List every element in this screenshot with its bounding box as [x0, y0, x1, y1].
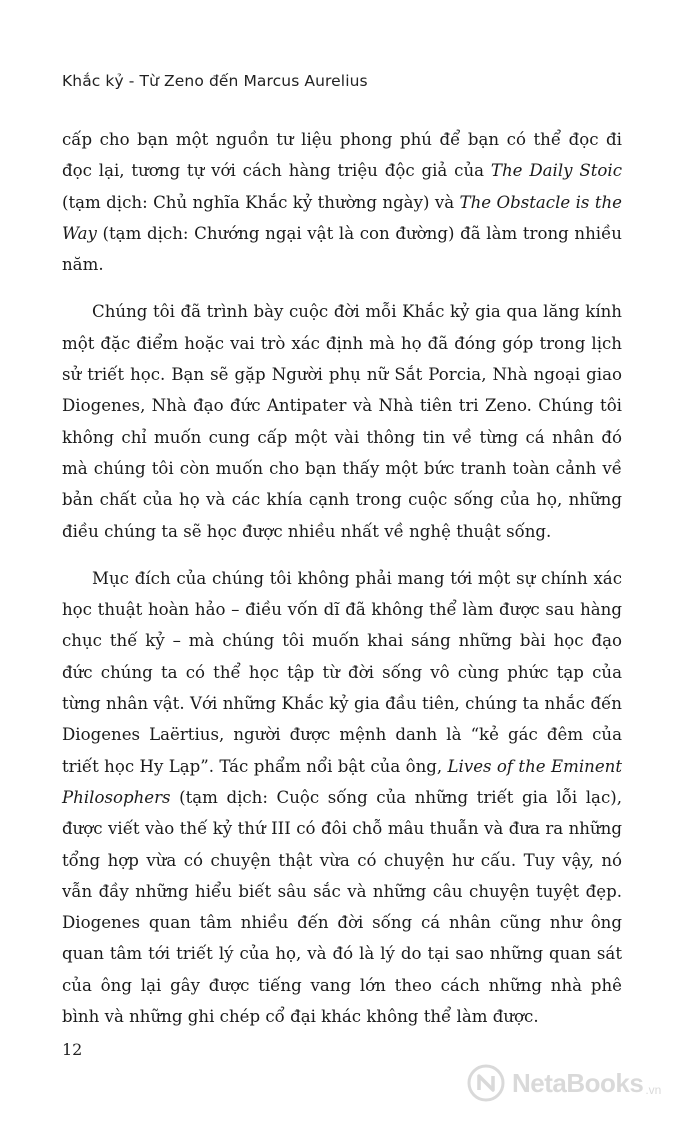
body-text: [62, 124, 622, 1048]
watermark: [466, 1061, 661, 1105]
netabooks-logo-icon: [466, 1063, 506, 1103]
watermark-brand: NetaBooks: [512, 1067, 644, 1098]
paragraph-2: Chúng tôi đã trình bày cuộc đời mỗi Khắc kỷ gia qua lăng kính một đặc điểm hoặc vai trò xác định mà họ đã đóng góp trong lịch sử triết học. Bạn sẽ gặp Người phụ nữ Sắt Porcia, Nhà ngoại giao Diogenes, Nhà đạo đức Antipater và Nhà tiên tri Zeno. Chúng tôi không chỉ muốn cung cấp một vài thông tin về từng cá nhân đó mà chúng tôi còn muốn cho bạn thấy một bức tranh toàn cảnh về bản chất của họ và các khía cạnh trong cuộc sống của họ, những điều chúng ta sẽ học được nhiều nhất về nghệ thuật sống.: [62, 302, 622, 541]
paragraph-3: [62, 563, 622, 1032]
watermark-suffix: .vn: [645, 1083, 662, 1097]
p3-text-a: Mục đích của chúng tôi không phải mang tới một sự chính xác học thuật hoàn hảo – điều vốn dĩ đã không thể làm được sau hàng chục thế kỷ – mà chúng tôi muốn khai sáng những bài học đạo đức chúng ta có thể học tập từ đời sống vô cùng phức tạp của từng nhân vật. Với những Khắc kỷ gia đầu tiên, chúng ta nhắc đến Diogenes Laërtius, người được mệnh danh là “kẻ gác đêm của triết học Hy Lạp”. Tác phẩm nổi bật của ông,: [62, 568, 622, 776]
p3-text-c: (tạm dịch: Cuộc sống của những triết gia lỗi lạc), được viết vào thế kỷ thứ III có đôi chỗ mâu thuẫn và đưa ra những tổng hợp vừa có chuyện thật vừa có chuyện hư cấu. Tuy vậy, nó vẫn đầy những hiểu biết sâu sắc và những câu chuyện tuyệt đẹp. Diogenes quan tâm nhiều đến đời sống cá nhân cũng như ông quan tâm tới triết lý của họ, và đó là lý do tại sao những quan sát của ông lại gây được tiếng vang lớn theo cách những nhà phê bình và những ghi chép cổ đại khác không thể làm được.: [62, 787, 622, 1027]
page-number: 12: [62, 1040, 83, 1059]
book-title-daily-stoic: The Daily Stoic: [490, 161, 622, 181]
book-title-lives: Lives of the Eminent Philosophers: [62, 756, 622, 807]
p1-text-c: (tạm dịch: Chủ nghĩa Khắc kỷ thường ngày) và: [62, 192, 460, 212]
p1-text-a: cấp cho bạn một nguồn tư liệu phong phú để bạn có thể đọc đi đọc lại, tương tự với cách hàng triệu độc giả của: [62, 130, 622, 181]
book-title-obstacle: The Obstacle is the Way: [62, 192, 622, 243]
running-header: Khắc kỷ - Từ Zeno đến Marcus Aurelius: [62, 72, 368, 90]
paragraph-1: [62, 124, 622, 280]
p1-text-e: (tạm dịch: Chướng ngại vật là con đường) đã làm trong nhiều năm.: [62, 223, 622, 275]
